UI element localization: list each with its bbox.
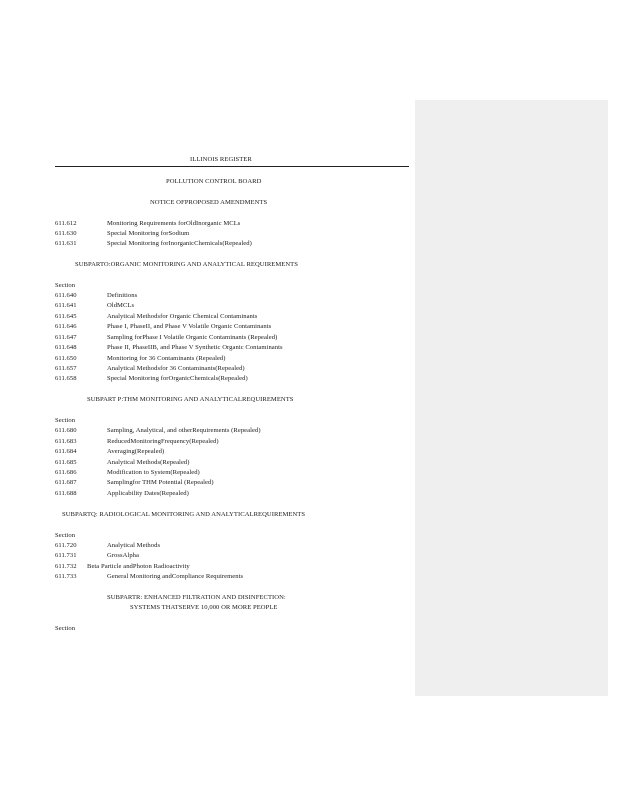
section-number: 611.687: [55, 479, 77, 486]
section-number: 611.731: [55, 552, 77, 559]
subpart-o-heading: SUBPARTO:ORGANIC MONITORING AND ANALYTICAL REQUIREMENTS: [75, 261, 298, 268]
section-number: 611.683: [55, 438, 77, 445]
section-number: 611.732: [55, 563, 77, 570]
section-title: Averaging(Repealed): [107, 448, 165, 455]
section-number: 611.640: [55, 292, 77, 299]
section-title: Monitoring for 36 Contaminants (Repealed): [107, 355, 226, 362]
subpart-q-heading: SUBPARTQ: RADIOLOGICAL MONITORING AND ANALYTICALREQUIREMENTS: [62, 511, 306, 518]
section-title: Analytical Methodsfor Organic Chemical Contaminants: [107, 313, 258, 320]
section-title: Monitoring Requirements forOldInorganic MCLs: [107, 220, 241, 227]
section-title: Analytical Methods: [107, 542, 161, 549]
section-number: 611.658: [55, 375, 77, 382]
section-title: Sampling, Analytical, and otherRequirements (Repealed): [107, 427, 261, 434]
comment-pane: [415, 100, 608, 696]
section-number: 611.688: [55, 490, 77, 497]
section-number: 611.647: [55, 334, 77, 341]
section-title: Modification to System(Repealed): [107, 469, 200, 476]
section-number: 611.650: [55, 355, 77, 362]
section-title: Phase I, PhaseII, and Phase V Volatile Organic Contaminants: [107, 323, 272, 330]
section-number: 611.645: [55, 313, 77, 320]
section-number: 611.686: [55, 469, 77, 476]
section-title: Special Monitoring forInorganicChemicals(Repealed): [107, 240, 252, 247]
section-label: Section: [55, 532, 76, 539]
section-label: Section: [55, 282, 76, 289]
section-title: Beta Particle andPhoton Radioactivity: [87, 563, 190, 570]
section-title: ReducedMonitoringFrequency(Repealed): [107, 438, 219, 445]
section-title: Sampling forPhase I Volatile Organic Contaminants (Repealed): [107, 334, 278, 341]
section-title: OldMCLs: [107, 302, 135, 309]
section-title: Special Monitoring forOrganicChemicals(Repealed): [107, 375, 248, 382]
notice-heading: NOTICE OFPROPOSED AMENDMENTS: [150, 199, 268, 206]
section-title: General Monitoring andCompliance Requirements: [107, 573, 244, 580]
section-number: 611.680: [55, 427, 77, 434]
section-label: Section: [55, 417, 76, 424]
section-number: 611.646: [55, 323, 77, 330]
section-number: 611.657: [55, 365, 77, 372]
section-number: 611.720: [55, 542, 77, 549]
section-title: Phase II, PhaseIIB, and Phase V Synthetic Organic Contaminants: [107, 344, 283, 351]
section-title: Analytical Methodsfor 36 Contaminants(Repealed): [107, 365, 245, 372]
subpart-p-heading: SUBPART P:THM MONITORING AND ANALYTICALREQUIREMENTS: [87, 396, 294, 403]
section-number: 611.641: [55, 302, 77, 309]
section-number: 611.684: [55, 448, 77, 455]
section-title: Samplingfor THM Potential (Repealed): [107, 479, 214, 486]
subpart-r-heading-continued: SYSTEMS THATSERVE 10,000 OR MORE PEOPLE: [130, 604, 278, 611]
section-label: Section: [55, 625, 76, 632]
section-number: 611.630: [55, 230, 77, 237]
register-heading: ILLINOIS REGISTER: [190, 156, 252, 163]
section-title: Special Monitoring forSodium: [107, 230, 190, 237]
header-rule: [55, 166, 409, 167]
section-number: 611.612: [55, 220, 77, 227]
section-number: 611.733: [55, 573, 77, 580]
board-heading: POLLUTION CONTROL BOARD: [166, 178, 262, 185]
subpart-r-heading: SUBPARTR: ENHANCED FILTRATION AND DISINFECTION:: [107, 594, 286, 601]
section-title: Definitions: [107, 292, 138, 299]
section-number: 611.631: [55, 240, 77, 247]
section-title: Analytical Methods(Repealed): [107, 459, 190, 466]
section-number: 611.648: [55, 344, 77, 351]
section-number: 611.685: [55, 459, 77, 466]
section-title: Applicability Dates(Repealed): [107, 490, 189, 497]
section-title: GrossAlpha: [107, 552, 140, 559]
